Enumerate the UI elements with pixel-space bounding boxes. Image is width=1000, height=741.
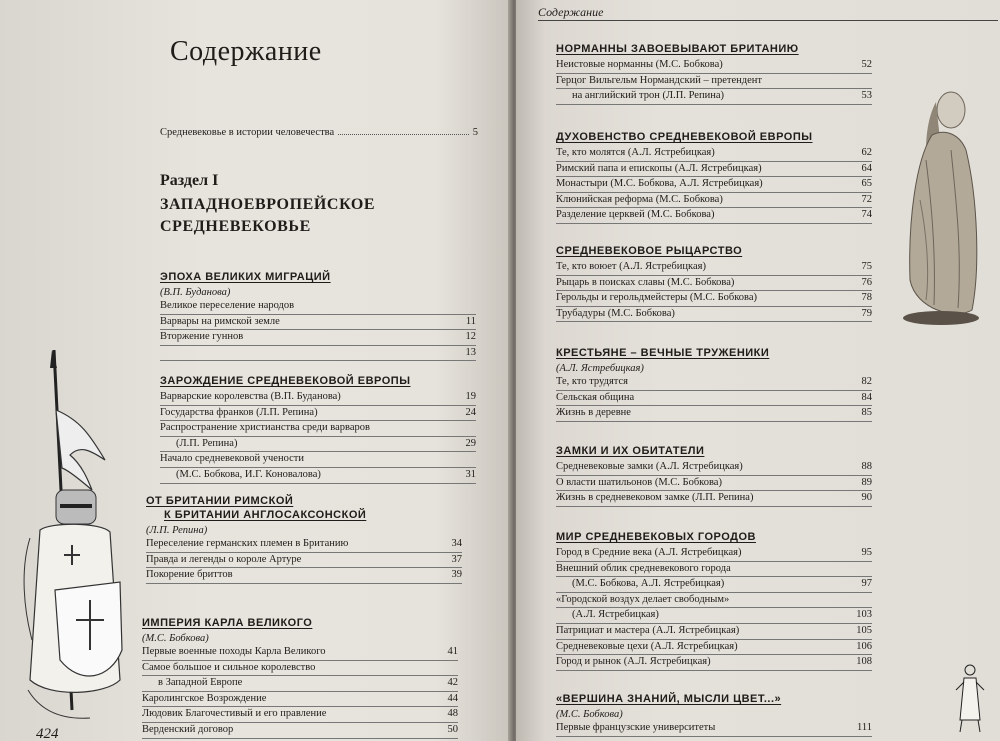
entry-title: в Западной Европе [158,677,243,689]
toc-entry[interactable] [556,577,872,593]
toc-entry[interactable] [142,676,458,692]
entry-page: 52 [861,59,872,70]
toc-entry[interactable] [556,476,872,492]
toc-entry[interactable] [556,208,872,224]
entry-page: 90 [861,492,872,504]
entry-title: Начало средневековой учености [160,453,304,465]
running-head-rule [538,20,998,21]
toc-group [556,244,872,322]
entry-title: Первые военные походы Карла Великого [142,646,326,657]
toc-entry[interactable] [556,391,872,407]
entry-title: Патрициат и мастера (А.Л. Ястребицкая) [556,624,740,636]
entry-page: 44 [447,692,458,704]
entry-title: Герольды и герольдмейстеры (М.С. Бобкова) [556,292,758,304]
entry-title: Средневековые замки (А.Л. Ястребицкая) [556,461,743,472]
toc-entry[interactable] [142,692,458,708]
toc-entry[interactable] [556,375,872,391]
toc-entry[interactable] [142,645,458,661]
entry-page: 103 [856,609,872,621]
toc-entry[interactable] [556,162,872,178]
entry-title: О власти шатильонов (М.С. Бобкова) [556,476,722,488]
group-heading: ЭПОХА ВЕЛИКИХ МИГРАЦИЙ [160,271,331,283]
entry-title: Первые французские университеты [556,722,716,733]
toc-entry[interactable] [142,723,458,739]
toc-entry[interactable] [556,562,872,578]
toc-group [556,130,872,224]
entry-title: Те, кто воюет (А.Л. Ястребицкая) [556,261,706,272]
entry-title: Римский папа и епископы (А.Л. Ястребицкая) [556,162,762,174]
group-heading: СРЕДНЕВЕКОВОЕ РЫЦАРСТВО [556,245,743,257]
entry-page: 19 [465,391,476,402]
toc-entry[interactable] [556,146,872,162]
entry-page: 84 [861,391,872,403]
entry-title: Вторжение гуннов [160,331,244,343]
toc-entry[interactable] [142,661,458,677]
toc-entry[interactable] [160,437,476,453]
toc-entry[interactable] [556,177,872,193]
toc-entry[interactable] [160,299,476,315]
toc-entry[interactable] [146,537,462,553]
toc-entry[interactable] [160,390,476,406]
entry-title: Город в Средние века (А.Л. Ястребицкая) [556,547,742,558]
entry-page: 74 [861,209,872,221]
section-label: Раздел I [160,172,219,189]
entry-title: Клюнийская реформа (М.С. Бобкова) [556,193,723,205]
entry-title: Варвары на римской земле [160,315,280,327]
toc-group [146,494,462,584]
group-heading: ДУХОВЕНСТВО СРЕДНЕВЕКОВОЙ ЕВРОПЫ [556,131,813,143]
entry-page: 50 [447,723,458,735]
entry-page: 76 [861,276,872,288]
entry-title: Монастыри (М.С. Бобкова, А.Л. Ястребицкая) [556,178,763,190]
entry-title: Самое большое и сильное королевство [142,661,316,673]
entry-page: 12 [465,331,476,343]
entry-title: Разделение церквей (М.С. Бобкова) [556,209,715,221]
toc-entry[interactable] [556,593,872,609]
group-author: (М.С. Бобкова) [142,633,209,644]
entry-title: (А.Л. Ястребицкая) [572,609,659,621]
entry-title: Сельская община [556,391,635,403]
entry-title: Жизнь в средневековом замке (Л.П. Репина) [556,492,754,504]
section-title-line-2: СРЕДНЕВЕКОВЬЕ [160,218,311,235]
toc-entry[interactable] [556,74,872,90]
entry-page: 64 [861,162,872,174]
toc-entry[interactable] [556,193,872,209]
section-title-line-1: ЗАПАДНОЕВРОПЕЙСКОЕ [160,196,376,213]
entry-page: 97 [861,578,872,590]
entry-title: Рыцарь в поисках славы (М.С. Бобкова) [556,276,735,288]
entry-title: Внешний облик средневекового города [556,562,731,574]
toc-entry[interactable] [556,460,872,476]
group-heading: ЗАРОЖДЕНИЕ СРЕДНЕВЕКОВОЙ ЕВРОПЫ [160,375,411,387]
entry-title: Город и рынок (А.Л. Ястребицкая) [556,656,711,668]
entry-page: 72 [861,193,872,205]
toc-entry[interactable] [556,721,872,737]
section-title [160,194,375,238]
page-title: Содержание [170,36,322,67]
toc-entry[interactable] [556,624,872,640]
toc-entry[interactable] [160,468,476,484]
entry-page: 79 [861,307,872,319]
intro-entry [160,127,478,138]
toc-group [160,374,476,484]
entry-title: Правда и легенды о короле Артуре [146,553,302,565]
toc-entry[interactable] [142,707,458,723]
entry-page: 39 [451,569,462,581]
toc-entry[interactable] [556,307,872,323]
entry-title: Средневековые цехи (А.Л. Ястребицкая) [556,640,738,652]
entry-page: 85 [861,407,872,419]
entry-page: 78 [861,292,872,304]
toc-entry[interactable] [146,568,462,584]
entry-page: 42 [447,677,458,689]
entry-page: 34 [451,538,462,549]
entry-title: Великое переселение народов [160,300,295,311]
page-number: 424 [36,726,59,741]
entry-title: (М.С. Бобкова, И.Г. Коновалова) [176,468,321,480]
toc-entry[interactable] [556,260,872,276]
leader-dots [338,133,469,135]
toc-entry[interactable] [160,346,476,362]
group-heading: ОТ БРИТАНИИ РИМСКОЙ [146,495,294,507]
toc-entry[interactable] [160,330,476,346]
entry-page: 13 [465,346,476,358]
entry-title: (Л.П. Репина) [176,437,238,449]
toc-entry[interactable] [146,553,462,569]
entry-page: 106 [856,640,872,652]
toc-entry[interactable] [556,89,872,105]
entry-page: 88 [861,461,872,472]
entry-title: (М.С. Бобкова, А.Л. Ястребицкая) [572,578,725,590]
entry-page: 95 [861,547,872,558]
small-figure-illustration [950,660,990,735]
toc-entry[interactable] [556,608,872,624]
entry-page: 53 [861,90,872,102]
intro-page: 5 [472,127,478,138]
entry-page: 11 [465,315,476,327]
toc-entry[interactable] [160,315,476,331]
group-heading: ЗАМКИ И ИХ ОБИТАТЕЛИ [556,445,705,457]
toc-group [556,444,872,507]
group-author: (Л.П. Репина) [146,525,208,536]
toc-entry[interactable] [556,491,872,507]
intro-label: Средневековье в истории человечества [160,127,335,138]
toc-entry[interactable] [556,291,872,307]
entry-page: 65 [861,178,872,190]
group-author: (М.С. Бобкова) [556,709,623,720]
group-author: (В.П. Буданова) [160,287,231,298]
toc-entry[interactable] [556,276,872,292]
entry-page: 75 [861,261,872,272]
entry-title: Трубадуры (М.С. Бобкова) [556,307,675,319]
entry-title: Те, кто трудятся [556,376,629,387]
toc-group [142,616,458,739]
toc-entry[interactable] [556,640,872,656]
entry-page: 89 [861,476,872,488]
entry-page: 29 [465,437,476,449]
toc-group [160,270,476,361]
entry-page: 48 [447,708,458,720]
toc-entry[interactable] [160,406,476,422]
toc-entry[interactable] [556,406,872,422]
toc-entry[interactable] [556,58,872,74]
entry-page: 41 [447,646,458,657]
toc-group [556,42,872,105]
running-head: Содержание [538,5,604,19]
entry-title: Каролингское Возрождение [142,692,267,704]
entry-title: Герцог Вильгельм Нормандский – претендент [556,74,762,86]
toc-group [556,346,872,422]
entry-page: 37 [451,553,462,565]
group-author: (А.Л. Ястребицкая) [556,363,644,374]
entry-title: Верденский договор [142,723,234,735]
entry-page: 31 [465,468,476,480]
entry-title: Жизнь в деревне [556,407,631,419]
toc-group [556,530,872,671]
entry-title: Покорение бриттов [146,569,233,581]
entry-title: Те, кто молятся (А.Л. Ястребицкая) [556,147,715,158]
toc-entry[interactable] [556,546,872,562]
entry-title: на английский трон (Л.П. Репина) [572,90,724,102]
entry-title: Неистовые норманны (М.С. Бобкова) [556,59,723,70]
knight-illustration [10,350,140,730]
group-heading: «ВЕРШИНА ЗНАНИЙ, МЫСЛИ ЦВЕТ...» [556,693,782,705]
entry-page: 111 [857,722,872,733]
madonna-statue-illustration [896,80,986,325]
group-heading: ИМПЕРИЯ КАРЛА ВЕЛИКОГО [142,617,313,629]
entry-title: Людовик Благочестивый и его правление [142,708,327,720]
entry-title: «Городской воздух делает свободным» [556,593,730,605]
entry-title: Распространение христианства среди варваров [160,422,370,434]
entry-page: 108 [856,656,872,668]
toc-entry[interactable] [556,655,872,671]
entry-page: 82 [861,376,872,387]
entry-title: Переселение германских племен в Британию [146,538,349,549]
toc-entry[interactable] [160,421,476,437]
group-heading: НОРМАННЫ ЗАВОЕВЫВАЮТ БРИТАНИЮ [556,43,799,55]
group-heading: КРЕСТЬЯНЕ – ВЕЧНЫЕ ТРУЖЕНИКИ [556,347,770,359]
group-heading-line-2: К БРИТАНИИ АНГЛОСАКСОНСКОЙ [164,509,367,521]
entry-title: Варварские королевства (В.П. Буданова) [160,391,341,402]
entry-page: 105 [856,624,872,636]
toc-group [556,692,872,737]
group-heading: МИР СРЕДНЕВЕКОВЫХ ГОРОДОВ [556,531,756,543]
entry-title: Государства франков (Л.П. Репина) [160,406,318,418]
toc-entry[interactable] [160,452,476,468]
entry-page: 62 [861,147,872,158]
entry-page: 24 [465,406,476,418]
